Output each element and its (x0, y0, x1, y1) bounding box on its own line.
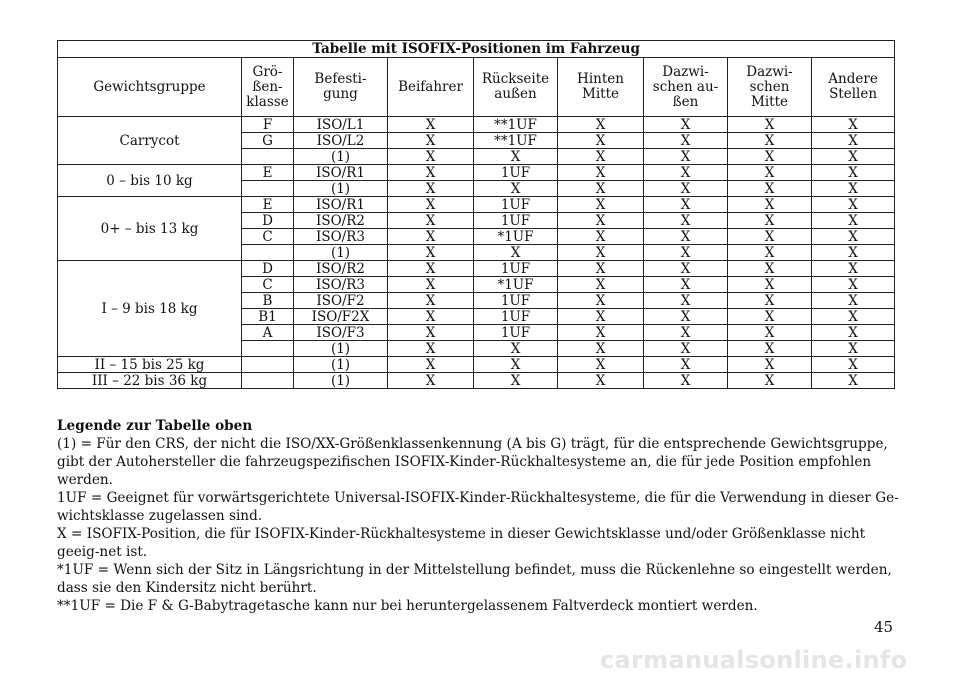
table-cell: ISO/F2 (294, 293, 388, 309)
table-cell: ISO/R1 (294, 197, 388, 213)
table-cell: X (812, 277, 895, 293)
column-header-line: schen (749, 78, 790, 95)
table-header-row (58, 58, 895, 117)
table-cell: X (812, 357, 895, 373)
table-cell: X (388, 229, 474, 245)
table-cell: X (558, 133, 644, 149)
table-cell (242, 373, 294, 389)
table-cell: X (644, 261, 728, 277)
table-cell: X (388, 261, 474, 277)
column-header-line: Andere (828, 71, 878, 87)
column-header-line: Rückseite (481, 71, 550, 87)
table-cell: X (728, 149, 812, 165)
table-cell: 1UF (474, 213, 558, 229)
table-cell: X (644, 229, 728, 245)
column-header (644, 58, 728, 117)
table-cell: X (728, 373, 812, 389)
table-cell: X (474, 341, 558, 357)
column-header-line: Dazwi- (662, 63, 709, 80)
column-header-line: Mitte (751, 93, 788, 110)
page-number: 45 (874, 618, 894, 636)
table-cell: B (242, 293, 294, 309)
table-cell: 1UF (474, 325, 558, 341)
table-cell: (1) (294, 245, 388, 261)
table-cell: X (728, 197, 812, 213)
table-cell: X (474, 245, 558, 261)
column-header-line: Mitte (582, 86, 619, 102)
table-cell (242, 181, 294, 197)
table-cell: X (728, 181, 812, 197)
table-cell: ISO/R1 (294, 165, 388, 181)
table-cell: X (558, 245, 644, 261)
table-cell: X (388, 213, 474, 229)
table-cell: X (388, 357, 474, 373)
table-cell: X (388, 373, 474, 389)
table-cell: X (812, 229, 895, 245)
table-cell: X (558, 373, 644, 389)
table-cell: C (242, 229, 294, 245)
table-cell: X (388, 149, 474, 165)
table-cell: X (558, 325, 644, 341)
table-cell: X (558, 261, 644, 277)
table-cell: X (812, 117, 895, 133)
table-cell: D (242, 261, 294, 277)
weight-group-cell: Carrycot (58, 117, 242, 165)
table-cell: X (644, 357, 728, 373)
table-cell: X (558, 181, 644, 197)
table-row (58, 197, 895, 213)
table-cell: X (812, 213, 895, 229)
table-row (58, 165, 895, 181)
table-cell: ISO/L2 (294, 133, 388, 149)
legend-item: *1UF = Wenn sich der Sitz in Längsrichtung in der Mittelstellung befindet, muss die Rückenlehne so eingestellt werden, dass sie den Kindersitz nicht berührt. (57, 562, 892, 596)
column-header (474, 58, 558, 117)
column-header-line: Befesti- (314, 71, 367, 87)
table-cell: X (388, 117, 474, 133)
table-cell: ISO/R3 (294, 277, 388, 293)
table-cell: X (812, 165, 895, 181)
table-cell: X (812, 325, 895, 341)
table-cell: X (812, 245, 895, 261)
table-cell: X (644, 181, 728, 197)
table-cell: X (644, 133, 728, 149)
table-cell: X (728, 309, 812, 325)
table-cell: X (644, 373, 728, 389)
table-cell: D (242, 213, 294, 229)
column-header (294, 58, 388, 117)
table-cell: X (558, 213, 644, 229)
table-row (58, 373, 895, 389)
table-cell: X (728, 213, 812, 229)
table-cell: A (242, 325, 294, 341)
table-cell: X (812, 309, 895, 325)
column-header-line: klasse (246, 93, 289, 110)
column-header (242, 58, 294, 117)
table-cell: (1) (294, 149, 388, 165)
table-cell: X (812, 261, 895, 277)
table-cell: X (558, 277, 644, 293)
column-header-line: außen (494, 86, 537, 102)
table-row (58, 261, 895, 277)
table-cell: ISO/R2 (294, 213, 388, 229)
isofix-positions-table (57, 40, 895, 389)
legend (57, 417, 902, 615)
table-cell: **1UF (474, 133, 558, 149)
table-cell: (1) (294, 341, 388, 357)
table-cell: X (812, 293, 895, 309)
table-cell: X (388, 165, 474, 181)
table-cell: ISO/R2 (294, 261, 388, 277)
weight-group-cell: I – 9 bis 18 kg (58, 261, 242, 357)
weight-group-cell: III – 22 bis 36 kg (58, 373, 242, 389)
table-cell: X (388, 245, 474, 261)
table-cell: X (558, 197, 644, 213)
table-cell: 1UF (474, 165, 558, 181)
table-cell: X (558, 165, 644, 181)
table-cell (242, 149, 294, 165)
table-cell: *1UF (474, 229, 558, 245)
column-header-line: gung (323, 86, 358, 102)
table-cell: X (812, 181, 895, 197)
table-cell: X (812, 341, 895, 357)
watermark: carmanualsonline.info (600, 646, 908, 674)
weight-group-cell: 0+ – bis 13 kg (58, 197, 242, 261)
column-header-line: Beifahrer (398, 78, 463, 95)
table-cell: X (474, 181, 558, 197)
table-cell: X (728, 245, 812, 261)
table-title: Tabelle mit ISOFIX-Positionen im Fahrzeug (58, 41, 895, 58)
table-cell: F (242, 117, 294, 133)
table-cell: X (728, 261, 812, 277)
table-cell: ISO/F3 (294, 325, 388, 341)
column-header-line: Hinten (577, 71, 624, 87)
table-cell: X (812, 149, 895, 165)
table-cell: X (558, 229, 644, 245)
table-cell (242, 341, 294, 357)
table-cell: X (644, 325, 728, 341)
table-cell: X (388, 181, 474, 197)
table-cell: X (644, 341, 728, 357)
table-cell (242, 245, 294, 261)
column-header (812, 58, 895, 117)
table-cell: X (728, 341, 812, 357)
table-cell: 1UF (474, 197, 558, 213)
table-cell: X (728, 165, 812, 181)
table-cell: X (388, 325, 474, 341)
column-header-line: Gewichtsgruppe (93, 78, 206, 95)
table-cell: X (728, 277, 812, 293)
column-header (388, 58, 474, 117)
table-cell: 1UF (474, 293, 558, 309)
column-header (58, 58, 242, 117)
column-header (558, 58, 644, 117)
table-cell: X (474, 357, 558, 373)
table-body (58, 117, 895, 389)
table-cell: X (644, 165, 728, 181)
table-cell: X (644, 197, 728, 213)
table-cell: X (558, 309, 644, 325)
legend-item: (1) = Für den CRS, der nicht die ISO/XX-Größenklassenkennung (A bis G) trägt, für die entsprechende Gewichtsgruppe, gibt der Autohersteller die fahrzeugspezifischen ISOFIX-Kinder-Rückhaltesysteme an, die für jede Position empfohlen werden. (57, 436, 888, 488)
table-cell: X (644, 149, 728, 165)
table-cell: X (728, 229, 812, 245)
table-cell: **1UF (474, 117, 558, 133)
column-header-line: ßen- (252, 78, 283, 95)
table-cell: G (242, 133, 294, 149)
table-cell: X (388, 293, 474, 309)
table-cell: E (242, 197, 294, 213)
table-cell: X (644, 117, 728, 133)
legend-title: Legende zur Tabelle oben (57, 418, 253, 434)
table-row (58, 357, 895, 373)
table-cell: X (644, 245, 728, 261)
table-cell: X (558, 293, 644, 309)
table-cell: X (812, 133, 895, 149)
table-cell: X (644, 309, 728, 325)
table-cell (242, 357, 294, 373)
table-cell: X (728, 357, 812, 373)
table-cell: X (474, 373, 558, 389)
legend-item: **1UF = Die F & G-Babytragetasche kann nur bei heruntergelassenem Faltverdeck montiert werden. (57, 598, 758, 614)
table-cell: X (558, 341, 644, 357)
table-cell: X (558, 149, 644, 165)
table-cell: 1UF (474, 309, 558, 325)
table-cell: X (388, 133, 474, 149)
table-cell: X (728, 293, 812, 309)
table-cell: ISO/F2X (294, 309, 388, 325)
table-cell: ISO/L1 (294, 117, 388, 133)
table-cell: (1) (294, 357, 388, 373)
table-cell: (1) (294, 373, 388, 389)
table-cell: X (644, 277, 728, 293)
table-cell: X (388, 197, 474, 213)
column-header (728, 58, 812, 117)
table-cell: X (388, 309, 474, 325)
table-cell: X (728, 133, 812, 149)
table-cell: (1) (294, 181, 388, 197)
table-cell: X (812, 373, 895, 389)
table-cell: X (644, 293, 728, 309)
table-cell: C (242, 277, 294, 293)
column-header-line: Dazwi- (746, 63, 793, 80)
table-cell: 1UF (474, 261, 558, 277)
weight-group-cell: II – 15 bis 25 kg (58, 357, 242, 373)
legend-item: X = ISOFIX-Position, die für ISOFIX-Kinder-Rückhaltesysteme in dieser Gewichtsklasse und/oder Größenklasse nicht geeig-net ist. (57, 526, 866, 560)
table-cell: X (388, 277, 474, 293)
column-header-line: Stellen (829, 86, 878, 102)
column-header-line: schen au- (652, 78, 719, 95)
table-cell: X (474, 149, 558, 165)
weight-group-cell: 0 – bis 10 kg (58, 165, 242, 197)
table-cell: X (812, 197, 895, 213)
table-cell: X (644, 213, 728, 229)
column-header-line: Grö- (252, 63, 283, 80)
table-cell: X (558, 357, 644, 373)
table-cell: E (242, 165, 294, 181)
table-cell: X (388, 341, 474, 357)
table-cell: X (728, 325, 812, 341)
column-header-line: ßen (672, 93, 699, 110)
table-row (58, 117, 895, 133)
table-cell: B1 (242, 309, 294, 325)
table-cell: X (558, 117, 644, 133)
table-cell: ISO/R3 (294, 229, 388, 245)
table-cell: *1UF (474, 277, 558, 293)
legend-item: 1UF = Geeignet für vorwärtsgerichtete Universal-ISOFIX-Kinder-Rückhaltesysteme, die für die Verwendung in dieser Ge-wichtsklasse zugelassen sind. (57, 490, 899, 524)
table-cell: X (728, 117, 812, 133)
